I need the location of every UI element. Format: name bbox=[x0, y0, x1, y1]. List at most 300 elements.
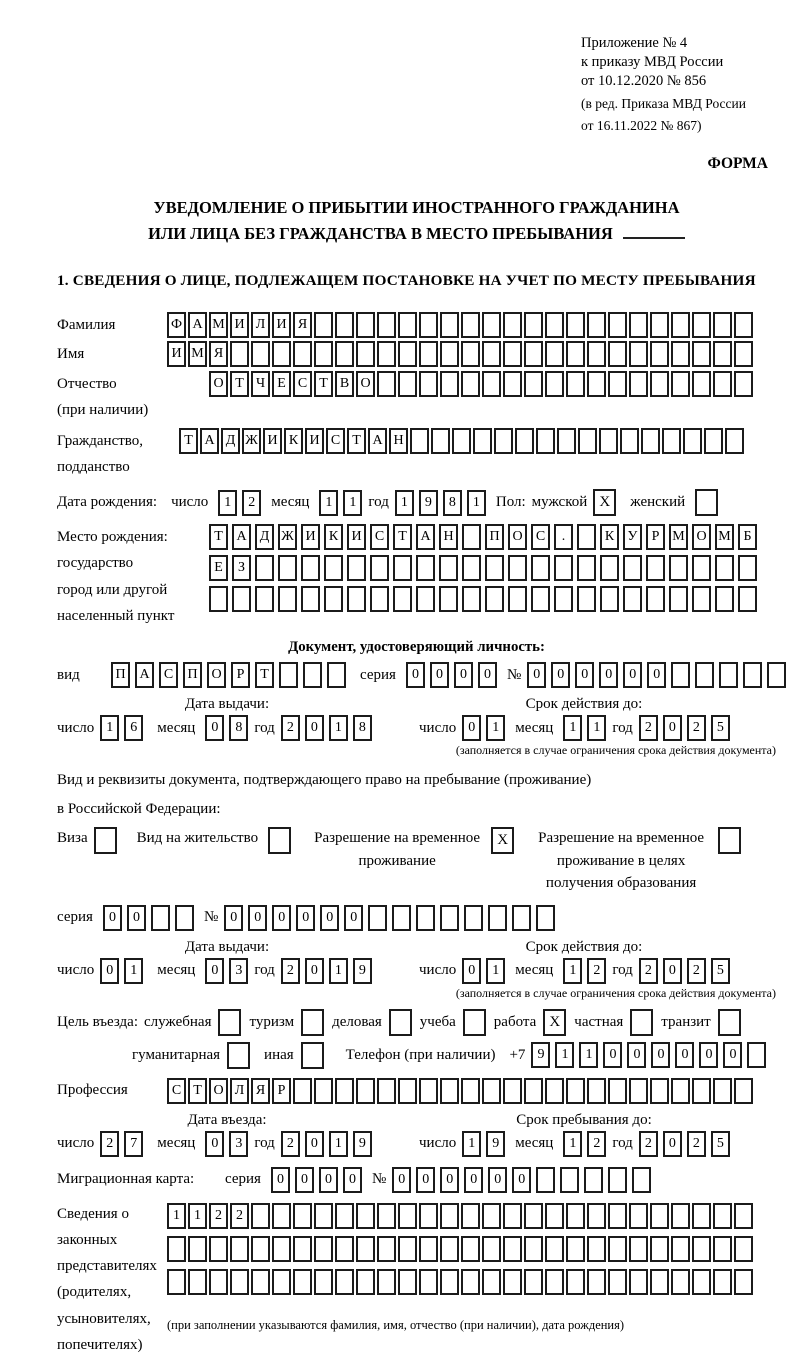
char-box[interactable]: О bbox=[508, 524, 527, 550]
char-box[interactable] bbox=[188, 1236, 207, 1262]
char-box[interactable] bbox=[398, 312, 417, 338]
sex-male-checkbox[interactable]: X bbox=[593, 489, 616, 516]
char-box[interactable] bbox=[461, 341, 480, 367]
char-box[interactable]: А bbox=[232, 524, 251, 550]
char-box[interactable] bbox=[255, 555, 274, 581]
char-box[interactable] bbox=[167, 1236, 186, 1262]
char-box[interactable] bbox=[461, 371, 480, 397]
char-box[interactable]: 0 bbox=[663, 715, 682, 741]
char-box[interactable] bbox=[671, 312, 690, 338]
char-box[interactable] bbox=[251, 341, 270, 367]
char-box[interactable] bbox=[209, 586, 228, 612]
char-box[interactable]: Т bbox=[179, 428, 198, 454]
char-box[interactable] bbox=[419, 312, 438, 338]
char-box[interactable] bbox=[482, 1269, 501, 1295]
char-box[interactable]: Т bbox=[393, 524, 412, 550]
char-box[interactable] bbox=[368, 905, 387, 931]
char-box[interactable]: З bbox=[232, 555, 251, 581]
char-box[interactable] bbox=[629, 371, 648, 397]
purpose-transit-checkbox[interactable] bbox=[718, 1009, 741, 1036]
char-box[interactable] bbox=[503, 1203, 522, 1229]
doc-kind-input[interactable] bbox=[111, 662, 346, 688]
char-box[interactable]: 1 bbox=[319, 490, 338, 516]
char-box[interactable] bbox=[545, 1269, 564, 1295]
entry-year-input[interactable] bbox=[281, 1131, 372, 1157]
char-box[interactable]: 2 bbox=[687, 1131, 706, 1157]
char-box[interactable] bbox=[356, 1269, 375, 1295]
char-box[interactable]: 0 bbox=[296, 905, 315, 931]
char-box[interactable]: 2 bbox=[687, 715, 706, 741]
char-box[interactable]: 0 bbox=[454, 662, 473, 688]
char-box[interactable] bbox=[377, 1236, 396, 1262]
valid-day-input[interactable] bbox=[462, 715, 505, 741]
char-box[interactable] bbox=[508, 555, 527, 581]
char-box[interactable] bbox=[734, 1203, 753, 1229]
residence-issue-year-input[interactable] bbox=[281, 958, 372, 984]
char-box[interactable]: 0 bbox=[462, 958, 481, 984]
char-box[interactable]: 1 bbox=[218, 490, 237, 516]
char-box[interactable] bbox=[719, 662, 738, 688]
char-box[interactable]: Л bbox=[230, 1078, 249, 1104]
char-box[interactable] bbox=[577, 555, 596, 581]
char-box[interactable] bbox=[692, 1078, 711, 1104]
char-box[interactable] bbox=[632, 1167, 651, 1193]
char-box[interactable]: 1 bbox=[395, 490, 414, 516]
char-box[interactable] bbox=[503, 371, 522, 397]
char-box[interactable]: . bbox=[554, 524, 573, 550]
char-box[interactable]: 0 bbox=[416, 1167, 435, 1193]
char-box[interactable] bbox=[503, 1078, 522, 1104]
char-box[interactable]: А bbox=[416, 524, 435, 550]
char-box[interactable]: Р bbox=[272, 1078, 291, 1104]
char-box[interactable] bbox=[440, 341, 459, 367]
char-box[interactable]: 3 bbox=[229, 1131, 248, 1157]
char-box[interactable] bbox=[738, 586, 757, 612]
sex-female-checkbox[interactable] bbox=[695, 489, 718, 516]
patronymic-input[interactable] bbox=[209, 371, 753, 397]
char-box[interactable] bbox=[293, 1236, 312, 1262]
char-box[interactable] bbox=[303, 662, 322, 688]
char-box[interactable] bbox=[671, 662, 690, 688]
char-box[interactable] bbox=[713, 371, 732, 397]
char-box[interactable]: 0 bbox=[440, 1167, 459, 1193]
char-box[interactable] bbox=[715, 586, 734, 612]
char-box[interactable] bbox=[566, 371, 585, 397]
char-box[interactable] bbox=[439, 586, 458, 612]
char-box[interactable]: Я bbox=[251, 1078, 270, 1104]
char-box[interactable] bbox=[416, 555, 435, 581]
char-box[interactable] bbox=[587, 312, 606, 338]
representatives-input-line2[interactable] bbox=[167, 1236, 753, 1262]
char-box[interactable]: С bbox=[531, 524, 550, 550]
char-box[interactable] bbox=[713, 1269, 732, 1295]
char-box[interactable] bbox=[461, 1203, 480, 1229]
char-box[interactable] bbox=[335, 1269, 354, 1295]
char-box[interactable] bbox=[314, 312, 333, 338]
char-box[interactable]: И bbox=[230, 312, 249, 338]
char-box[interactable] bbox=[439, 555, 458, 581]
char-box[interactable]: 5 bbox=[711, 958, 730, 984]
char-box[interactable]: О bbox=[692, 524, 711, 550]
char-box[interactable]: 0 bbox=[575, 662, 594, 688]
char-box[interactable]: В bbox=[335, 371, 354, 397]
char-box[interactable]: О bbox=[356, 371, 375, 397]
char-box[interactable] bbox=[503, 341, 522, 367]
char-box[interactable] bbox=[314, 1269, 333, 1295]
char-box[interactable]: 1 bbox=[167, 1203, 186, 1229]
char-box[interactable]: 2 bbox=[209, 1203, 228, 1229]
char-box[interactable]: У bbox=[623, 524, 642, 550]
char-box[interactable] bbox=[566, 1269, 585, 1295]
char-box[interactable] bbox=[293, 1269, 312, 1295]
char-box[interactable] bbox=[398, 341, 417, 367]
char-box[interactable] bbox=[440, 371, 459, 397]
char-box[interactable] bbox=[608, 1167, 627, 1193]
char-box[interactable]: 1 bbox=[486, 958, 505, 984]
char-box[interactable] bbox=[175, 905, 194, 931]
char-box[interactable] bbox=[314, 1203, 333, 1229]
char-box[interactable]: 9 bbox=[419, 490, 438, 516]
char-box[interactable] bbox=[599, 428, 618, 454]
char-box[interactable] bbox=[503, 1269, 522, 1295]
char-box[interactable] bbox=[461, 1078, 480, 1104]
char-box[interactable]: 2 bbox=[281, 1131, 300, 1157]
residence-issue-month-input[interactable] bbox=[205, 958, 248, 984]
char-box[interactable] bbox=[370, 586, 389, 612]
char-box[interactable] bbox=[650, 1203, 669, 1229]
char-box[interactable]: Р bbox=[646, 524, 665, 550]
char-box[interactable] bbox=[734, 371, 753, 397]
char-box[interactable] bbox=[692, 341, 711, 367]
char-box[interactable]: 0 bbox=[271, 1167, 290, 1193]
char-box[interactable]: Е bbox=[272, 371, 291, 397]
char-box[interactable]: 0 bbox=[623, 662, 642, 688]
char-box[interactable]: И bbox=[347, 524, 366, 550]
valid-month-input[interactable] bbox=[563, 715, 606, 741]
birth-place-input-line2[interactable] bbox=[209, 555, 757, 581]
char-box[interactable] bbox=[440, 1269, 459, 1295]
char-box[interactable]: П bbox=[485, 524, 504, 550]
char-box[interactable] bbox=[669, 555, 688, 581]
char-box[interactable] bbox=[545, 312, 564, 338]
char-box[interactable]: Т bbox=[347, 428, 366, 454]
char-box[interactable]: Т bbox=[209, 524, 228, 550]
char-box[interactable]: С bbox=[159, 662, 178, 688]
char-box[interactable] bbox=[554, 555, 573, 581]
char-box[interactable] bbox=[488, 905, 507, 931]
char-box[interactable] bbox=[440, 905, 459, 931]
char-box[interactable]: 0 bbox=[430, 662, 449, 688]
char-box[interactable]: М bbox=[209, 312, 228, 338]
char-box[interactable] bbox=[398, 1236, 417, 1262]
char-box[interactable] bbox=[587, 371, 606, 397]
char-box[interactable] bbox=[377, 371, 396, 397]
char-box[interactable]: 0 bbox=[344, 905, 363, 931]
char-box[interactable] bbox=[629, 312, 648, 338]
profession-input[interactable] bbox=[167, 1078, 753, 1104]
char-box[interactable] bbox=[650, 1236, 669, 1262]
char-box[interactable] bbox=[566, 312, 585, 338]
char-box[interactable] bbox=[734, 1236, 753, 1262]
char-box[interactable] bbox=[398, 1269, 417, 1295]
char-box[interactable] bbox=[377, 1269, 396, 1295]
char-box[interactable]: О bbox=[209, 371, 228, 397]
char-box[interactable]: С bbox=[293, 371, 312, 397]
char-box[interactable] bbox=[482, 341, 501, 367]
char-box[interactable]: М bbox=[188, 341, 207, 367]
char-box[interactable]: Н bbox=[439, 524, 458, 550]
char-box[interactable]: Т bbox=[255, 662, 274, 688]
char-box[interactable]: 0 bbox=[100, 958, 119, 984]
char-box[interactable] bbox=[743, 662, 762, 688]
char-box[interactable]: П bbox=[183, 662, 202, 688]
char-box[interactable]: Е bbox=[209, 555, 228, 581]
char-box[interactable] bbox=[314, 1236, 333, 1262]
char-box[interactable] bbox=[650, 371, 669, 397]
char-box[interactable]: 0 bbox=[663, 1131, 682, 1157]
char-box[interactable] bbox=[623, 586, 642, 612]
char-box[interactable] bbox=[230, 341, 249, 367]
char-box[interactable]: 3 bbox=[229, 958, 248, 984]
char-box[interactable]: 0 bbox=[103, 905, 122, 931]
char-box[interactable]: 9 bbox=[353, 1131, 372, 1157]
valid-year-input[interactable] bbox=[639, 715, 730, 741]
char-box[interactable] bbox=[671, 1269, 690, 1295]
char-box[interactable] bbox=[715, 555, 734, 581]
char-box[interactable]: 0 bbox=[651, 1042, 670, 1068]
purpose-tourism-checkbox[interactable] bbox=[301, 1009, 324, 1036]
citizenship-input[interactable] bbox=[179, 428, 744, 454]
char-box[interactable] bbox=[251, 1203, 270, 1229]
char-box[interactable]: 9 bbox=[531, 1042, 550, 1068]
char-box[interactable] bbox=[440, 312, 459, 338]
char-box[interactable] bbox=[650, 1269, 669, 1295]
char-box[interactable]: 0 bbox=[551, 662, 570, 688]
char-box[interactable] bbox=[531, 555, 550, 581]
char-box[interactable] bbox=[577, 524, 596, 550]
residence-number-input[interactable] bbox=[224, 905, 555, 931]
char-box[interactable] bbox=[230, 1269, 249, 1295]
char-box[interactable] bbox=[279, 662, 298, 688]
char-box[interactable]: 2 bbox=[587, 958, 606, 984]
char-box[interactable] bbox=[692, 555, 711, 581]
char-box[interactable]: 9 bbox=[353, 958, 372, 984]
char-box[interactable]: 0 bbox=[127, 905, 146, 931]
firstname-input[interactable] bbox=[167, 341, 753, 367]
char-box[interactable]: 0 bbox=[527, 662, 546, 688]
char-box[interactable]: О bbox=[207, 662, 226, 688]
char-box[interactable] bbox=[462, 586, 481, 612]
char-box[interactable] bbox=[452, 428, 471, 454]
char-box[interactable] bbox=[524, 1236, 543, 1262]
char-box[interactable] bbox=[650, 312, 669, 338]
char-box[interactable] bbox=[440, 1203, 459, 1229]
char-box[interactable] bbox=[251, 1269, 270, 1295]
char-box[interactable] bbox=[461, 1236, 480, 1262]
char-box[interactable]: 0 bbox=[699, 1042, 718, 1068]
char-box[interactable]: 0 bbox=[478, 662, 497, 688]
char-box[interactable] bbox=[278, 555, 297, 581]
char-box[interactable]: И bbox=[167, 341, 186, 367]
char-box[interactable] bbox=[587, 1203, 606, 1229]
char-box[interactable]: 1 bbox=[563, 715, 582, 741]
char-box[interactable]: 0 bbox=[248, 905, 267, 931]
char-box[interactable] bbox=[335, 1078, 354, 1104]
char-box[interactable] bbox=[398, 371, 417, 397]
char-box[interactable] bbox=[587, 341, 606, 367]
char-box[interactable]: 0 bbox=[488, 1167, 507, 1193]
char-box[interactable]: Т bbox=[314, 371, 333, 397]
char-box[interactable]: 2 bbox=[281, 715, 300, 741]
birth-year-input[interactable] bbox=[395, 490, 486, 516]
char-box[interactable] bbox=[671, 1203, 690, 1229]
char-box[interactable] bbox=[566, 1078, 585, 1104]
char-box[interactable] bbox=[608, 1078, 627, 1104]
char-box[interactable] bbox=[608, 371, 627, 397]
char-box[interactable] bbox=[473, 428, 492, 454]
char-box[interactable] bbox=[623, 555, 642, 581]
char-box[interactable]: 1 bbox=[563, 1131, 582, 1157]
char-box[interactable] bbox=[377, 341, 396, 367]
char-box[interactable] bbox=[650, 341, 669, 367]
char-box[interactable] bbox=[767, 662, 786, 688]
char-box[interactable]: 9 bbox=[486, 1131, 505, 1157]
char-box[interactable] bbox=[524, 1269, 543, 1295]
migration-series-input[interactable] bbox=[271, 1167, 362, 1193]
char-box[interactable]: 1 bbox=[329, 1131, 348, 1157]
char-box[interactable]: И bbox=[305, 428, 324, 454]
char-box[interactable] bbox=[251, 1236, 270, 1262]
char-box[interactable] bbox=[377, 1203, 396, 1229]
char-box[interactable] bbox=[536, 905, 555, 931]
char-box[interactable] bbox=[335, 312, 354, 338]
char-box[interactable] bbox=[209, 1236, 228, 1262]
char-box[interactable] bbox=[314, 341, 333, 367]
char-box[interactable] bbox=[324, 555, 343, 581]
char-box[interactable]: 2 bbox=[587, 1131, 606, 1157]
char-box[interactable]: 0 bbox=[205, 1131, 224, 1157]
surname-input[interactable] bbox=[167, 312, 753, 338]
char-box[interactable]: 0 bbox=[603, 1042, 622, 1068]
char-box[interactable] bbox=[440, 1078, 459, 1104]
char-box[interactable] bbox=[293, 1078, 312, 1104]
char-box[interactable] bbox=[335, 1203, 354, 1229]
char-box[interactable] bbox=[347, 586, 366, 612]
birth-place-input-line3[interactable] bbox=[209, 586, 757, 612]
birth-day-input[interactable] bbox=[218, 490, 261, 516]
residence-valid-day-input[interactable] bbox=[462, 958, 505, 984]
char-box[interactable]: 0 bbox=[647, 662, 666, 688]
char-box[interactable] bbox=[482, 312, 501, 338]
residence-permit-checkbox[interactable] bbox=[268, 827, 291, 854]
char-box[interactable] bbox=[608, 341, 627, 367]
char-box[interactable] bbox=[377, 312, 396, 338]
char-box[interactable]: 0 bbox=[305, 1131, 324, 1157]
char-box[interactable] bbox=[584, 1167, 603, 1193]
char-box[interactable] bbox=[272, 1236, 291, 1262]
char-box[interactable] bbox=[713, 1078, 732, 1104]
char-box[interactable] bbox=[738, 555, 757, 581]
char-box[interactable] bbox=[512, 905, 531, 931]
char-box[interactable]: С bbox=[370, 524, 389, 550]
char-box[interactable] bbox=[600, 555, 619, 581]
char-box[interactable] bbox=[356, 1203, 375, 1229]
char-box[interactable] bbox=[272, 341, 291, 367]
visa-checkbox[interactable] bbox=[94, 827, 117, 854]
char-box[interactable] bbox=[566, 1203, 585, 1229]
char-box[interactable]: 0 bbox=[320, 905, 339, 931]
char-box[interactable]: 0 bbox=[319, 1167, 338, 1193]
char-box[interactable] bbox=[524, 371, 543, 397]
char-box[interactable] bbox=[587, 1236, 606, 1262]
char-box[interactable]: С bbox=[167, 1078, 186, 1104]
entry-day-input[interactable] bbox=[100, 1131, 143, 1157]
char-box[interactable]: 2 bbox=[281, 958, 300, 984]
char-box[interactable]: 0 bbox=[512, 1167, 531, 1193]
char-box[interactable]: 2 bbox=[230, 1203, 249, 1229]
residence-valid-month-input[interactable] bbox=[563, 958, 606, 984]
residence-series-input[interactable] bbox=[103, 905, 194, 931]
char-box[interactable]: Ф bbox=[167, 312, 186, 338]
char-box[interactable]: 2 bbox=[639, 958, 658, 984]
char-box[interactable] bbox=[671, 371, 690, 397]
char-box[interactable]: 1 bbox=[329, 715, 348, 741]
purpose-commercial-checkbox[interactable] bbox=[389, 1009, 412, 1036]
char-box[interactable] bbox=[692, 586, 711, 612]
char-box[interactable]: К bbox=[324, 524, 343, 550]
char-box[interactable] bbox=[560, 1167, 579, 1193]
char-box[interactable] bbox=[398, 1203, 417, 1229]
char-box[interactable] bbox=[335, 341, 354, 367]
char-box[interactable] bbox=[356, 312, 375, 338]
char-box[interactable] bbox=[524, 341, 543, 367]
char-box[interactable]: Л bbox=[251, 312, 270, 338]
char-box[interactable]: К bbox=[600, 524, 619, 550]
char-box[interactable] bbox=[646, 555, 665, 581]
char-box[interactable] bbox=[629, 341, 648, 367]
char-box[interactable]: 0 bbox=[205, 715, 224, 741]
char-box[interactable] bbox=[188, 1269, 207, 1295]
char-box[interactable]: И bbox=[263, 428, 282, 454]
char-box[interactable]: 1 bbox=[579, 1042, 598, 1068]
char-box[interactable]: Ч bbox=[251, 371, 270, 397]
purpose-private-checkbox[interactable] bbox=[630, 1009, 653, 1036]
char-box[interactable]: 6 bbox=[124, 715, 143, 741]
residence-valid-year-input[interactable] bbox=[639, 958, 730, 984]
char-box[interactable]: 1 bbox=[100, 715, 119, 741]
stay-month-input[interactable] bbox=[563, 1131, 606, 1157]
char-box[interactable] bbox=[209, 1269, 228, 1295]
char-box[interactable] bbox=[557, 428, 576, 454]
char-box[interactable]: А bbox=[135, 662, 154, 688]
char-box[interactable] bbox=[347, 555, 366, 581]
char-box[interactable]: 0 bbox=[627, 1042, 646, 1068]
char-box[interactable] bbox=[629, 1203, 648, 1229]
char-box[interactable] bbox=[669, 586, 688, 612]
char-box[interactable]: Д bbox=[255, 524, 274, 550]
char-box[interactable] bbox=[485, 586, 504, 612]
representatives-input-line3[interactable] bbox=[167, 1269, 753, 1295]
char-box[interactable] bbox=[692, 1269, 711, 1295]
char-box[interactable]: 0 bbox=[295, 1167, 314, 1193]
char-box[interactable] bbox=[578, 428, 597, 454]
char-box[interactable] bbox=[524, 312, 543, 338]
char-box[interactable]: 1 bbox=[343, 490, 362, 516]
char-box[interactable] bbox=[278, 586, 297, 612]
char-box[interactable] bbox=[356, 341, 375, 367]
char-box[interactable] bbox=[587, 1269, 606, 1295]
char-box[interactable] bbox=[608, 1236, 627, 1262]
